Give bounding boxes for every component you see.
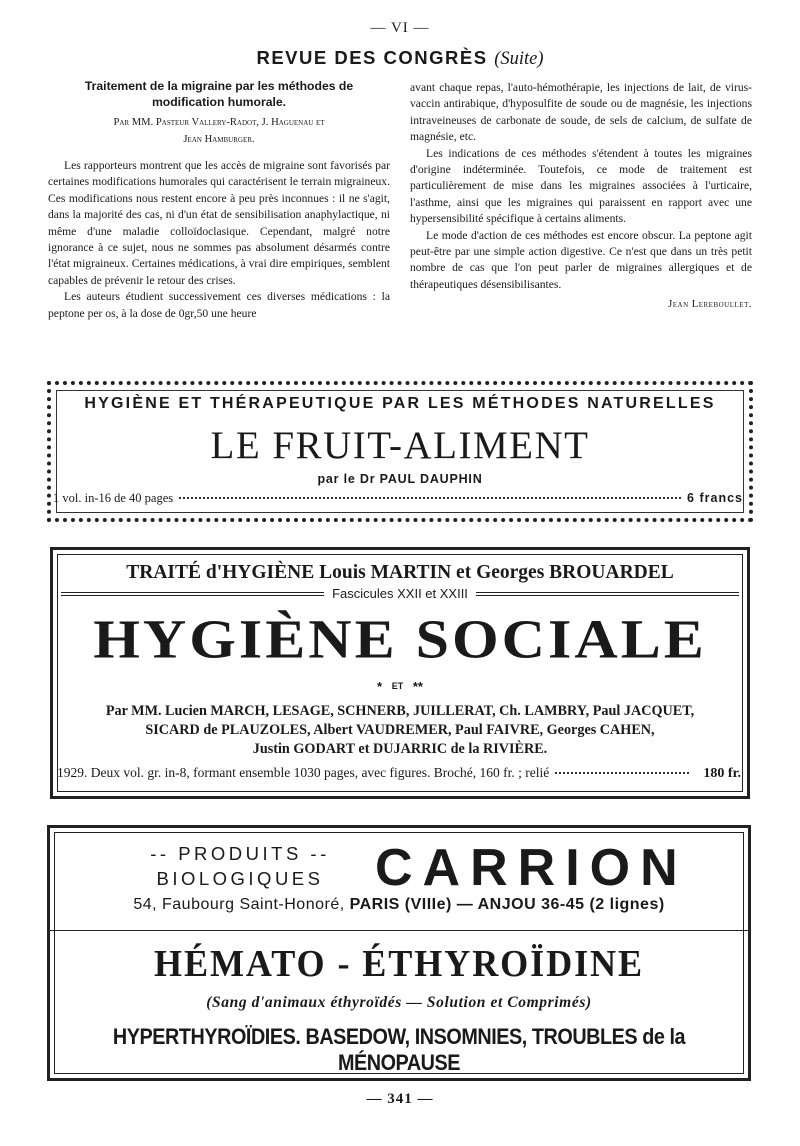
section-title-text: REVUE DES CONGRÈS — [256, 47, 488, 68]
ad-carrion-products-line2: BIOLOGIQUES — [156, 868, 324, 889]
ad-carrion-address-city: PARIS (VIIIe) — ANJOU 36-45 (2 lignes) — [349, 896, 665, 913]
double-rule-left — [61, 592, 324, 596]
ad-carrion-product: HÉMATO - ÉTHYROÏDINE — [154, 943, 644, 985]
ad-hygiene-price: 180 fr. — [703, 766, 741, 781]
page-header-roman: — VI — — [370, 20, 430, 36]
ad-fruit-heading: HYGIÈNE ET THÉRAPEUTIQUE PAR LES MÉTHODES NATURELLES — [84, 395, 716, 412]
article-signature: Jean Lereboullet. — [668, 299, 752, 311]
ad-carrion-address — [50, 896, 748, 914]
article-paragraph: Les rapporteurs montrent que les accès de migraine sont favorisés par certaines modifications humorales qui caractérisent le terrain migraineux. Ces modifications nous restent encore à peu près inconnues : il ne s'agit, dans la majorité des cas, ni d'un état de sensibilisation anaphylactique, ni même d'une maladie colloïdoclasique. Cependant, malgré notre ignorance à ce sujet, nous ne sommes pas absolument désarmés contre l'état migraineux. Certaines médications, à vrai dire empiriques, semblent capables de prévenir le retour des crises. — [48, 159, 390, 287]
ad-carrion-indications: HYPERTHYROÏDIES. BASEDOW, INSOMNIES, TROUBLES de la MÉNOPAUSE — [112, 1024, 686, 1075]
ad-hygiene-et: ET — [391, 681, 404, 691]
ad-hygiene-sociale — [50, 547, 750, 799]
ad-hygiene-authors-line3: Justin GODART et DUJARRIC de la RIVIÈRE. — [252, 741, 548, 757]
ad-fruit-author: par le Dr PAUL DAUPHIN — [317, 472, 483, 486]
ad-fruit-aliment — [47, 381, 753, 522]
ad-carrion-subtitle: (Sang d'animaux éthyroïdés — Solution et Comprimés) — [206, 994, 592, 1011]
star-icon: * — [377, 679, 383, 694]
ad-carrion-brand: CARRION — [375, 839, 688, 897]
page-number: — 341 — — [366, 1091, 434, 1107]
ad-hygiene-heading: TRAITÉ d'HYGIÈNE Louis MARTIN et Georges BROUARDEL — [126, 562, 674, 583]
article-paragraph: Les auteurs étudient successivement ces diverses médications : la peptone per os, à la dose de 0gr,50 une heure — [48, 290, 390, 320]
ad-fruit-footer — [53, 491, 743, 506]
ad-carrion-separator — [50, 930, 748, 931]
ad-hygiene-footer — [57, 765, 741, 782]
article-paragraph: Les indications de ces méthodes s'étendent à toutes les migraines d'origine indéterminée. Toutefois, ce mode de traitement est particulièrement de mise dans les migraines associées à l'urticaire, l'asthme, ainsi que les migraines qui paraissent en rapport avec une hypersensibilité spécifique à certains aliments. — [410, 146, 752, 226]
ad-carrion — [47, 825, 751, 1081]
ad-hygiene-footer-text: 1929. Deux vol. gr. in-8, formant ensemble 1030 pages, avec figures. Broché, 160 fr. ; relié — [57, 765, 550, 780]
dot-leader — [179, 497, 681, 499]
article-paragraph: avant chaque repas, l'auto-hémothérapie, les injections de lait, de virus-vaccin antirabique, d'hyposulfite de soude ou de magnésie, les injections intraveineuses de carbonate de soude, de sels de calcium, de sulfate de magnésie, etc. — [410, 81, 752, 144]
ad-fruit-title: LE FRUIT-ALIMENT — [210, 424, 590, 467]
article-authors — [48, 114, 390, 148]
ad-hygiene-authors-line2: SICARD de PLAUZOLES, Albert VAUDREMER, Paul FAIVRE, Georges CAHEN, — [145, 722, 655, 738]
ad-hygiene-authors-line1: Par MM. Lucien MARCH, LESAGE, SCHNERB, JUILLERAT, Ch. LAMBRY, Paul JACQUET, — [105, 703, 695, 719]
article-paragraph: Le mode d'action de ces méthodes est encore obscur. La peptone agit peut-être par une simple action digestive. Ce n'est que dans un très petit nombre de cas que l'on peut parler de migraines allergiques et de thérapeutiques désensibilisantes. — [410, 228, 752, 291]
ad-fruit-price: 6 francs — [687, 491, 743, 505]
article-authors-line2: Jean Hamburger. — [183, 134, 255, 145]
ad-hygiene-authors — [53, 702, 747, 759]
ad-hygiene-fascicules — [53, 586, 747, 601]
ad-carrion-address-street: 54, Faubourg Saint-Honoré, — [133, 896, 345, 913]
article-authors-line1: Par MM. Pasteur Vallery-Radot, J. Haguenau et — [113, 117, 325, 128]
article-right-column — [410, 80, 752, 314]
section-title-suffix: (Suite) — [494, 49, 544, 69]
ad-hygiene-title: HYGIÈNE SOCIALE — [93, 608, 707, 670]
dot-leader — [555, 772, 689, 774]
ad-carrion-products — [120, 841, 360, 891]
double-rule-right — [476, 592, 739, 596]
section-title — [0, 47, 800, 70]
article-left-column — [48, 78, 390, 322]
article-title: Traitement de la migraine par les méthodes de modification humorale. — [84, 79, 354, 109]
ad-hygiene-fascicules-text: Fascicules XXII et XXIII — [332, 586, 468, 601]
ad-hygiene-volumes — [53, 679, 747, 694]
ad-carrion-products-line1: -- PRODUITS -- — [150, 843, 330, 864]
star-icon: ** — [412, 679, 423, 694]
ad-fruit-volume: 1 vol. in-16 de 40 pages — [53, 491, 174, 505]
